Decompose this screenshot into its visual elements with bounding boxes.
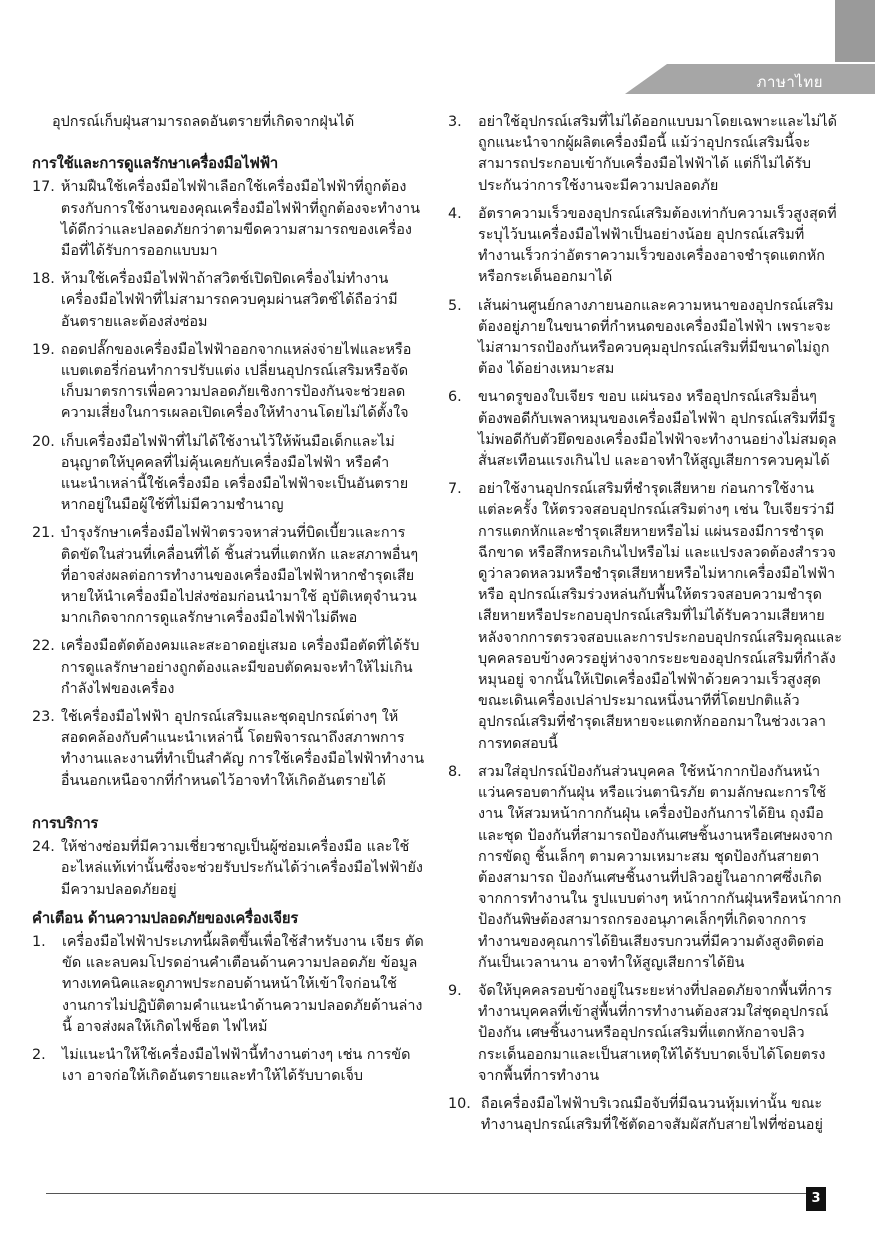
item-text: ห้ามใช้เครื่องมือไฟฟ้าถ้าสวิตช์เปิดปิดเครื่องไม่ทำงาน เครื่องมือไฟฟ้าที่ไม่สามารถควบคุมผ่านสวิตช์ได้ถือว่ามีอันตรายและต้องส่งซ่อม	[60, 271, 398, 330]
heading-grinder-warning: คำเตือน ด้านความปลอดภัยของเครื่องเจียร	[32, 909, 299, 927]
right-column	[448, 112, 842, 1143]
item-text: ใช้เครื่องมือไฟฟ้า อุปกรณ์เสริมและชุดอุปกรณ์ต่างๆ ให้สอดคล้องกับคำแนะนำเหล่านี้ โดยพิจารณาถึงสภาพการทำงานและงานที่ทำเป็นสำคัญ การใช้เครื่องมือไฟฟ้าทำงานอื่นนอกเหนือจากที่กำหนดไว้อาจทำให้เกิดอันตรายได้	[60, 709, 425, 789]
item-text: เครื่องมือไฟฟ้าประเภทนี้ผลิตขึ้นเพื่อใช้สำหรับงาน เจียร ตัด ขัด และลบคมโปรดอ่านคำเตือนด้านความปลอดภัย ข้อมูลทางเทคนิคและดูภาพประกอบด้านหน้าให้เข้าใจก่อนใช้งานการไม่ปฏิบัติตามคำแนะนำด้านความปลอดภัยด้านล่างนี้ อาจส่งผลให้เกิดไฟช็อต ไฟไหม้	[62, 933, 424, 1035]
item-number: 20.	[32, 433, 55, 450]
item-number: 10.	[448, 1095, 471, 1112]
item-number: 4.	[448, 205, 462, 222]
list-item	[448, 479, 842, 755]
item-number: 7.	[448, 481, 462, 498]
item-number: 8.	[448, 763, 462, 780]
item-number: 1.	[32, 933, 46, 950]
section-spacer	[32, 799, 430, 813]
item-text: สวมใส่อุปกรณ์ป้องกันส่วนบุคคล ใช้หน้ากากป้องกันหน้าแว่นครอบตากันฝุ่น หรือแว่นตานิรภัย ตามลักษณะการใช้งาน ให้สวมหน้ากากกันฝุ่น เครื่องป้องกันการได้ยิน ถุงมือและชุด ป้องกันที่สามารถป้องกันเศษชิ้นงานหรือเศษผงจากการขัดถู ชิ้นเล็กๆ ตามความเหมาะสม ชุดป้องกันสายตาต้องสามารถ ป้องกันเศษชิ้นงานที่ปลิวอยู่ในอากาศซึ่งเกิดจากการทำงานใน รูปแบบต่างๆ หน้ากากกันฝุ่นหรือหน้ากากป้องกันพิษต้องสามารถกรองอนุภาคเล็กๆที่เกิดจากการทำงานของคุณการได้ยินเสียงรบกวนที่มีความดังสูงติดต่อกันเป็นเวลานาน อาจทำให้สูญเสียการได้ยิน	[478, 763, 842, 971]
list-item	[448, 981, 842, 1087]
item-text: อย่าใช้อุปกรณ์เสริมที่ไม่ได้ออกแบบมาโดยเฉพาะและไม่ได้ถูกแนะนำจากผู้ผลิตเครื่องมือนี้ แม้ว่าอุปกรณ์เสริมนี้จะสามารถประกอบเข้ากับเครื่องมือไฟฟ้าได้ แต่ก็ไม่ได้รับประกันว่าการใช้งานจะมีความปลอดภัย	[478, 114, 837, 194]
item-number: 17.	[32, 179, 55, 196]
list-item	[32, 269, 430, 333]
list-item	[448, 1094, 842, 1136]
item-text: บำรุงรักษาเครื่องมือไฟฟ้าตรวจหาส่วนที่บิดเบี้ยวและการติดขัดในส่วนที่เคลื่อนที่ได้ ชิ้นส่วนที่แตกหัก และสภาพอื่นๆ ที่อาจส่งผลต่อการทำงานของเครื่องมือไฟฟ้าหากชำรุดเสียหายให้นำเครื่องมือไปส่งซ่อมก่อนนำมาใช้ อุบัติเหตุจำนวนมากเกิดจากการดูแลรักษาเครื่องมือไฟฟ้าไม่ดีพอ	[60, 525, 419, 627]
list-item	[32, 432, 430, 517]
list-item	[32, 636, 430, 700]
list-item	[448, 112, 842, 197]
item-text: อย่าใช้งานอุปกรณ์เสริมที่ชำรุดเสียหาย ก่อนการใช้งานแต่ละครั้ง ให้ตรวจสอบอุปกรณ์เสริมต่างๆ เช่น ใบเจียรว่ามีการแตกหักและชำรุดเสียหายหรือไม่ แผ่นรองมีการชำรุดฉีกขาด หรือสึกหรอเกินไปหรือไม่ และแปรงลวดต้องสำรวจดูว่าลวดหลวมหรือชำรุดเสียหายหรือไม่หากเครื่องมือไฟฟ้าหรือ อุปกรณ์เสริมร่วงหล่นกับพื้นให้ตรวจสอบความชำรุดเสียหายหรือประกอบอุปกรณ์เสริมที่ไม่ได้รับความเสียหาย หลังจากการตรวจสอบและการประกอบอุปกรณ์เสริมคุณและบุคคลรอบข้างควรอยู่ห่างจากระยะของอุปกรณ์เสริมที่กำลังหมุนอยู่ จากนั้นให้เปิดเครื่องมือไฟฟ้าด้วยความเร็วสูงสุดขณะเดินเครื่องเปล่าประมาณหนึ่งนาทีที่โดยปกติแล้วอุปกรณ์เสริมที่ชำรุดเสียหายจะแตกหักออกมาในช่วงเวลาการทดสอบนี้	[478, 481, 842, 752]
list-item	[32, 932, 430, 1038]
list-item	[32, 1045, 430, 1087]
list-item	[448, 296, 842, 381]
item-text: ไม่แนะนำให้ใช้เครื่องมือไฟฟ้านี้ทำงานต่างๆ เช่น การขัดเงา อาจก่อให้เกิดอันตรายและทำให้ได้รับบาดเจ็บ	[62, 1046, 411, 1085]
list-item	[448, 204, 842, 289]
item-text: เส้นผ่านศูนย์กลางภายนอกและความหนาของอุปกรณ์เสริม ต้องอยู่ภายในขนาดที่กำหนดของเครื่องมือไฟฟ้า เพราะจะไม่สามารถป้องกันหรือควบคุมอุปกรณ์เสริมที่มีขนาดไม่ถูกต้อง ได้อย่างเหมาะสม	[478, 297, 834, 378]
corner-block	[835, 0, 875, 62]
list-item	[448, 387, 842, 472]
item-number: 24.	[32, 839, 55, 856]
list-item	[32, 707, 430, 792]
list-item	[32, 837, 430, 901]
item-number: 5.	[448, 297, 462, 314]
item-number: 23.	[32, 709, 55, 726]
language-label: ภาษาไทย	[756, 73, 823, 91]
item-number: 2.	[32, 1046, 46, 1063]
item-number: 21.	[32, 525, 55, 542]
item-text: ให้ช่างซ่อมที่มีความเชี่ยวชาญเป็นผู้ซ่อมเครื่องมือ และใช้อะไหล่แท้เท่านั้นซึ่งจะช่วยรับประกันได้ว่าเครื่องมือไฟฟ้ายังมีความปลอดภัยอยู่	[60, 839, 423, 898]
left-column	[32, 112, 430, 1094]
item-text: ขนาดรูของใบเจียร ขอบ แผ่นรอง หรืออุปกรณ์เสริมอื่นๆ ต้องพอดีกับเพลาหมุนของเครื่องมือไฟฟ้า อุปกรณ์เสริมที่มีรูไม่พอดีกับตัวยึดของเครื่องมือไฟฟ้าจะทำงานอย่างไม่สมดุล สั่นสะเทือนแรงเกินไป และอาจทำให้สูญเสียการควบคุมได้	[478, 389, 837, 470]
heading-service: การบริการ	[32, 814, 99, 832]
item-text: ถือเครื่องมือไฟฟ้าบริเวณมือจับที่มีฉนวนหุ้มเท่านั้น ขณะทำงานอุปกรณ์เสริมที่ใช้ตัดอาจสัมผัสกับสายไฟที่ซ่อนอยู่	[480, 1095, 823, 1134]
intro-text: อุปกรณ์เก็บฝุ่นสามารถลดอันตรายที่เกิดจากฝุ่นได้	[52, 114, 355, 130]
page-number: 3	[806, 1187, 826, 1211]
item-number: 9.	[448, 982, 462, 999]
item-number: 22.	[32, 638, 55, 655]
item-number: 3.	[448, 114, 462, 130]
list-item	[32, 177, 430, 262]
item-number: 6.	[448, 389, 462, 406]
item-text: ห้ามฝืนใช้เครื่องมือไฟฟ้าเลือกใช้เครื่องมือไฟฟ้าที่ถูกต้องตรงกับการใช้งานของคุณเครื่องมือไฟฟ้าที่ถูกต้องจะทำงานได้ดีกว่าและปลอดภัยกว่าตามขีดความสามารถของเครื่องมือที่ได้รับการออกแบบมา	[60, 179, 420, 260]
item-text: อัตราความเร็วของอุปกรณ์เสริมต้องเท่ากับความเร็วสูงสุดที่ระบุไว้บนเครื่องมือไฟฟ้าเป็นอย่างน้อย อุปกรณ์เสริมที่ทำงานเร็วกว่าอัตราความเร็วของเครื่องอาจชำรุดแตกหักหรือกระเด็นออกมาได้	[478, 205, 837, 286]
heading-tool-use-care: การใช้และการดูแลรักษาเครื่องมือไฟฟ้า	[32, 155, 278, 173]
item-number: 19.	[32, 341, 55, 358]
item-text: เครื่องมือตัดต้องคมและสะอาดอยู่เสมอ เครื่องมือตัดที่ได้รับการดูแลรักษาอย่างถูกต้องและมีขอบตัดคมจะทำให้ไม่เกินกำลังไฟของเครื่อง	[60, 638, 420, 697]
item-text: เก็บเครื่องมือไฟฟ้าที่ไม่ได้ใช้งานไว้ให้พ้นมือเด็กและไม่อนุญาตให้บุคคลที่ไม่คุ้นเคยกับเครื่องมือไฟฟ้า หรือคำแนะนำเหล่านี้ใช้เครื่องมือ เครื่องมือไฟฟ้าจะเป็นอันตรายหากอยู่ในมือผู้ใช้ที่ไม่มีความชำนาญ	[60, 433, 409, 514]
language-tab	[625, 64, 875, 94]
list-item	[448, 762, 842, 974]
item-text: ถอดปลั๊กของเครื่องมือไฟฟ้าออกจากแหล่งจ่ายไฟและหรือแบตเตอรี่ก่อนทำการปรับแต่ง เปลี่ยนอุปกรณ์เสริมหรือจัดเก็บมาตรการเพื่อความปลอดภัยเชิงการป้องกันจะช่วยลดความเสี่ยงในการเผลอเปิดเครื่องให้ทำงานโดยไม่ได้ตั้งใจ	[60, 341, 412, 422]
list-item	[32, 523, 430, 629]
item-text: จัดให้บุคคลรอบข้างอยู่ในระยะห่างที่ปลอดภัยจากพื้นที่การทำงานบุคคลที่เข้าสู่พื้นที่การทำงานต้องสวมใส่ชุดอุปกรณ์ป้องกัน เศษชิ้นงานหรืออุปกรณ์เสริมที่แตกหักอาจปลิวกระเด็นออกมาและเป็นสาเหตุให้ได้รับบาดเจ็บได้โดยตรงจากพื้นที่การทำงาน	[478, 982, 833, 1084]
item-number: 18.	[32, 271, 55, 288]
footer-divider	[46, 1193, 806, 1194]
list-item	[32, 340, 430, 425]
